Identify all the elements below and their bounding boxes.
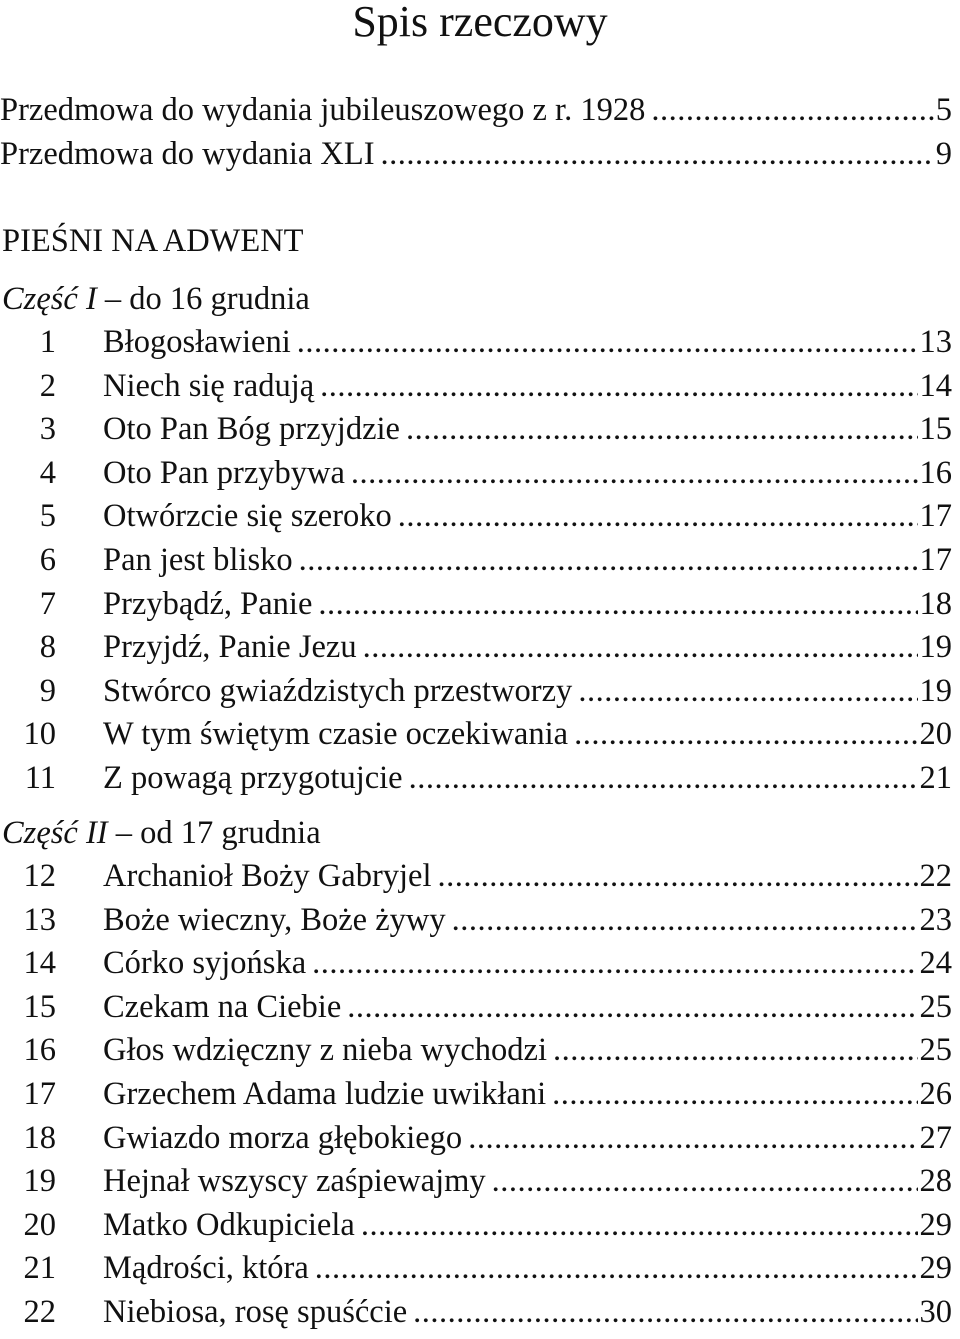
entry-title: Przedmowa do wydania jubileuszowego z r. 1928 — [0, 92, 646, 128]
entry-number: 1 — [39, 324, 56, 360]
toc-entry[interactable] — [0, 364, 952, 408]
dot-leader — [299, 538, 918, 582]
toc-entry[interactable] — [0, 854, 952, 898]
toc-entry[interactable] — [0, 625, 952, 669]
entry-number: 20 — [23, 1206, 56, 1243]
dot-leader — [409, 756, 918, 800]
entry-page: 14 — [919, 367, 952, 404]
entry-title: Hejnał wszyscy zaśpiewajmy — [103, 1163, 486, 1200]
dot-leader — [297, 320, 918, 364]
entry-page: 21 — [919, 760, 952, 796]
entry-title: Błogosławieni — [103, 324, 291, 360]
dot-leader — [468, 1116, 917, 1160]
toc-entry-preface[interactable] — [0, 88, 952, 132]
entry-number: 6 — [39, 542, 56, 578]
entry-number: 2 — [39, 367, 56, 404]
entry-title: Gwiazdo morza głębokiego — [103, 1119, 463, 1156]
dot-leader — [320, 364, 917, 408]
entry-title: Czekam na Ciebie — [103, 988, 342, 1025]
entry-number: 11 — [24, 760, 56, 796]
entry-page: 9 — [935, 136, 952, 172]
toc-entry-preface[interactable] — [0, 132, 952, 176]
entry-number: 5 — [39, 498, 56, 535]
dot-leader — [574, 712, 917, 756]
toc-entry[interactable] — [0, 712, 952, 756]
entry-number: 4 — [39, 454, 56, 491]
part-range: od 17 grudnia — [140, 815, 321, 851]
entry-title: Archanioł Boży Gabryjel — [103, 858, 432, 894]
dot-leader — [347, 985, 917, 1029]
entry-number: 15 — [23, 988, 56, 1025]
entry-title: Oto Pan Bóg przyjdzie — [103, 411, 400, 448]
entry-number: 17 — [23, 1076, 56, 1112]
part-heading — [2, 811, 321, 855]
entry-title: Grzechem Adama ludzie uwikłani — [103, 1076, 547, 1112]
dot-leader — [553, 1028, 917, 1072]
dot-leader — [651, 88, 933, 132]
entry-page: 25 — [919, 988, 952, 1025]
toc-entry[interactable] — [0, 1246, 952, 1290]
entry-title: Mądrości, która — [103, 1250, 309, 1287]
entry-page: 17 — [919, 542, 952, 578]
section-heading: PIEŚNI NA ADWENT — [2, 223, 304, 259]
entry-page: 26 — [919, 1076, 952, 1112]
toc-entry[interactable] — [0, 898, 952, 942]
dot-leader — [552, 1072, 917, 1116]
entry-title: Otwórzcie się szeroko — [103, 498, 392, 535]
part-dash: – — [115, 815, 132, 851]
entry-title: Córko syjońska — [103, 945, 307, 982]
toc-entry[interactable] — [0, 1072, 952, 1116]
dot-leader — [413, 1290, 917, 1334]
part-dash: – — [104, 281, 122, 317]
part-range: do 16 grudnia — [129, 281, 310, 317]
toc-entry[interactable] — [0, 669, 952, 713]
entry-title: Przyjdź, Panie Jezu — [103, 629, 357, 666]
entry-page: 5 — [935, 92, 952, 128]
entry-number: 18 — [23, 1119, 56, 1156]
toc-entry[interactable] — [0, 1203, 952, 1247]
entry-page: 29 — [919, 1250, 952, 1287]
page-title: Spis rzeczowy — [352, 0, 608, 46]
dot-leader — [492, 1159, 918, 1203]
dot-leader — [363, 625, 918, 669]
entry-title: Boże wieczny, Boże żywy — [103, 901, 446, 938]
entry-number: 22 — [23, 1294, 56, 1330]
entry-number: 10 — [23, 716, 56, 753]
toc-entry[interactable] — [0, 756, 952, 800]
entry-number: 19 — [23, 1163, 56, 1200]
dot-leader — [312, 941, 917, 985]
entry-page: 13 — [919, 324, 952, 360]
entry-page: 24 — [919, 945, 952, 982]
toc-entry[interactable] — [0, 407, 952, 451]
dot-leader — [438, 854, 918, 898]
entry-title: Stwórco gwiaździstych przestworzy — [103, 672, 573, 709]
entry-title: Przybądź, Panie — [103, 585, 313, 622]
entry-title: W tym świętym czasie oczekiwania — [103, 716, 569, 753]
toc-entry[interactable] — [0, 1028, 952, 1072]
toc-entry[interactable] — [0, 320, 952, 364]
entry-page: 29 — [919, 1206, 952, 1243]
dot-leader — [406, 407, 918, 451]
toc-entry[interactable] — [0, 451, 952, 495]
entry-page: 19 — [919, 672, 952, 709]
dot-leader — [315, 1246, 918, 1290]
part-heading — [2, 277, 310, 321]
entry-title: Niebiosa, rosę spuśćcie — [103, 1294, 408, 1330]
entry-page: 17 — [919, 498, 952, 535]
entry-number: 8 — [39, 629, 56, 666]
entry-number: 7 — [39, 585, 56, 622]
entry-page: 27 — [919, 1119, 952, 1156]
entry-title: Pan jest blisko — [103, 542, 293, 578]
entry-title: Matko Odkupiciela — [103, 1206, 355, 1243]
dot-leader — [398, 494, 918, 538]
entry-number: 9 — [39, 672, 56, 709]
entry-number: 16 — [23, 1032, 56, 1069]
entry-page: 25 — [919, 1032, 952, 1069]
entry-title: Przedmowa do wydania XLI — [0, 136, 375, 172]
toc-entry[interactable] — [0, 1290, 952, 1334]
part-label: Część II — [2, 815, 108, 851]
entry-page: 28 — [919, 1163, 952, 1200]
entry-page: 20 — [919, 716, 952, 753]
entry-title: Oto Pan przybywa — [103, 454, 345, 491]
toc-entry[interactable] — [0, 1159, 952, 1203]
entry-page: 22 — [919, 858, 952, 894]
toc-entry[interactable] — [0, 985, 952, 1029]
dot-leader — [361, 1203, 918, 1247]
entry-page: 18 — [919, 585, 952, 622]
toc-entry[interactable] — [0, 582, 952, 626]
entry-title: Niech się radują — [103, 367, 315, 404]
entry-number: 3 — [39, 411, 56, 448]
dot-leader — [351, 451, 918, 495]
toc-entry[interactable] — [0, 941, 952, 985]
entry-page: 19 — [919, 629, 952, 666]
entry-number: 13 — [23, 901, 56, 938]
entry-page: 15 — [919, 411, 952, 448]
entry-title: Z powagą przygotujcie — [103, 760, 403, 796]
dot-leader — [452, 898, 918, 942]
entry-page: 16 — [919, 454, 952, 491]
dot-leader — [578, 669, 917, 713]
toc-entry[interactable] — [0, 1116, 952, 1160]
part-label: Część I — [2, 281, 97, 317]
toc-entry[interactable] — [0, 494, 952, 538]
entry-number: 21 — [23, 1250, 56, 1287]
entry-number: 14 — [23, 945, 56, 982]
entry-title: Głos wdzięczny z nieba wychodzi — [103, 1032, 548, 1069]
entry-page: 30 — [919, 1294, 952, 1330]
entry-number: 12 — [23, 858, 56, 894]
dot-leader — [318, 582, 917, 626]
dot-leader — [381, 132, 934, 176]
entry-page: 23 — [919, 901, 952, 938]
toc-entry[interactable] — [0, 538, 952, 582]
